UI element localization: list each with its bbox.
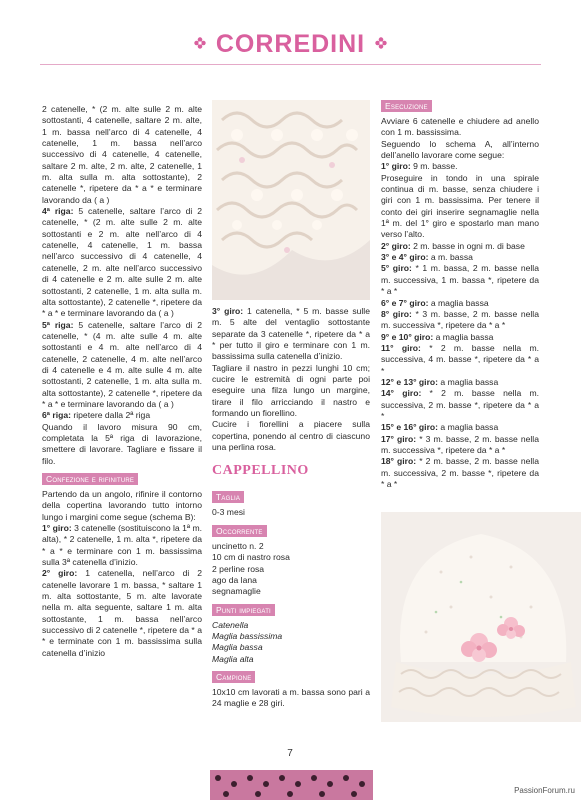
text-paragraph [381, 388, 539, 422]
text-paragraph: 10x10 cm lavorati a m. bassa sono pari a 24 maglie e 28 giri. [212, 686, 370, 709]
text-paragraph [381, 434, 539, 457]
list-item: uncinetto n. 2 [212, 540, 264, 551]
row-text: 9 m. basse. [410, 161, 458, 172]
crochet-pattern-strip [210, 770, 373, 800]
row-text: * 2 m. basse nella m. successiva, 2 m. basse *, ripetere da * a * [381, 388, 539, 421]
section-heading-esecuzione: Esecuzione [381, 100, 432, 112]
text-paragraph: Tagliare il nastro in pezzi lunghi 10 cm; cucire le estremità di ogni parte poi eseguire una filza lungo un margine, tirare il filo arricciando il nastro e formando un fiorellino. [212, 362, 370, 419]
page-title: CORREDINI [215, 30, 366, 58]
row-text: a maglia bassa [433, 331, 494, 342]
blanket-illustration [212, 100, 370, 300]
row-text: * 1 m. bassa, 2 m. basse nella m. successiva, 1 m. bassa *, ripetere da * a * [381, 263, 539, 297]
row-label: 5° giro: [381, 263, 412, 274]
row-label: 6° e 7° giro: [381, 297, 429, 308]
page-header [0, 0, 581, 70]
text-paragraph [381, 456, 539, 490]
text-paragraph [212, 306, 370, 363]
text-paragraph [381, 263, 539, 297]
list-item: Catenella [212, 619, 249, 630]
text-paragraph [381, 377, 539, 388]
row-label: 3° e 4° giro: [381, 252, 429, 263]
row-label: 2° giro: [381, 240, 411, 251]
flower-icon [375, 37, 387, 49]
text-paragraph [381, 422, 539, 433]
row-text: a maglia bassa [438, 422, 499, 433]
list-item: 10 cm di nastro rosa [212, 552, 290, 563]
row-text: 1 catenella, nell’arco di 2 catenelle lavorare 1 m. bassa, * saltare 1 m. alta sottostante, 5 m. alte lavorate nella m. alta seguente, saltare 1 m. alta sottostante, 1 m. bassa nell’arco successivo di 2 catenelle *, ripetere da * a * e terminate con 1 m. bassissima sulla catenella d’inizio [42, 568, 202, 658]
text-paragraph: Cucire i fiorellini a piacere sulla copertina, ponendo al centro di ciascuno una perlina rosa. [212, 419, 370, 453]
header-divider [40, 64, 541, 65]
text-paragraph [42, 523, 202, 568]
list-item: Maglia alta [212, 653, 254, 664]
list-item: Maglia bassissima [212, 630, 283, 641]
text-paragraph: Partendo da un angolo, rifinire il contorno della copertina lavorando tutto intorno lungo i margini come segue (schema B): [42, 489, 202, 522]
row-text: * 2 m. basse, 2 m. basse nella m. successiva, 2 m. basse *, ripetere da * a * [381, 456, 539, 489]
column-middle [212, 306, 370, 710]
list-item: Maglia bassa [212, 642, 263, 653]
row-label: 11° giro: [381, 342, 421, 353]
row-text: 3 catenelle (sostituiscono la 1ª m. alta), * 2 catenelle, 1 m. alta *, ripetere da * a * e terminare con 1 m. bassissima sulla 3ª catenella d’inizio. [42, 523, 202, 568]
row-text: 2 m. basse in ogni m. di base [410, 240, 525, 251]
text-paragraph [42, 206, 202, 319]
row-text: 1 catenella, * 5 m. basse sulle m. 5 alte del ventaglio sottostante separate da 3 catenelle *, ripetere da * a * per tutto il giro e terminare con 1 m. bassissima sulla catenella d’inizio. [212, 306, 370, 362]
text-paragraph [381, 252, 539, 263]
section-title-cappellino: CAPPELLINO [212, 463, 309, 479]
row-label: 2° giro: [42, 568, 78, 579]
list-item: 2 perline rosa [212, 563, 265, 574]
text-paragraph [381, 343, 539, 377]
flower-icon [194, 37, 206, 49]
text-paragraph: Avviare 6 catenelle e chiudere ad anello con 1 m. bassissima. [381, 116, 539, 138]
row-text: a maglia bassa [428, 297, 489, 308]
text-paragraph: 2 catenelle, * (2 m. alte sulle 2 m. alte sottostanti, 4 catenelle, saltare 2 m. alte, 1 m. bassa nell’arco di 4 catenelle, 4 catenelle, 1 m. bassa nell’arco successivo di 4 catenelle, 4 catenelle, saltare 2 m. alte, 2 m. alte, 2 catenelle, 1 m. alta sulla m. alta sottostante), 2 catenelle *, ripetere da * a * e terminare lavorando da ( a ) [42, 104, 202, 205]
row-text: 5 catenelle, saltare l’arco di 2 catenelle, * (2 m. alte sulle 2 m. alte sottostanti e 2 m. alte nell’arco di 4 catenelle, 4 catenelle, 1 m. bassa nell’arco successivo di 4 catenelle, 4 catenelle, 2 m. alte nell’arco successivo di 4 catenelle e 2 m. alte sulle 2 m. alte sottostanti, 2 catenelle, 1 m. alta sulla m. alta sottostante), 2 catenelle *, ripetere da * a * e terminare lavorando da ( a ) [42, 206, 202, 319]
row-label: 17° giro: [381, 433, 417, 444]
section-heading-occorrente: Occorrente [212, 525, 267, 537]
watermark: PassionForum.ru [514, 786, 575, 795]
blanket-photo [212, 100, 370, 300]
text-paragraph [42, 410, 202, 421]
row-text: a maglia bassa [438, 376, 499, 387]
section-heading-punti: Punti impiegati [212, 604, 275, 616]
hat-photo [381, 512, 581, 722]
column-right [381, 100, 539, 490]
column-left [42, 104, 202, 659]
row-label: 12° e 13° giro: [381, 376, 439, 387]
row-label: 1° giro: [381, 161, 411, 172]
text-paragraph: Quando il lavoro misura 90 cm, completata la 5ª riga di lavorazione, smettere di lavorare. Tagliare e fissare il filo. [42, 421, 202, 466]
row-label: 5ª riga: [42, 319, 74, 330]
text-paragraph [42, 568, 202, 659]
text-paragraph [381, 332, 539, 343]
row-text: * 2 m. basse nella m. successiva, 4 m. basse *, ripetere da * a * [381, 342, 539, 376]
row-label: 4ª riga: [42, 206, 74, 217]
row-text: * 3 m. basse, 2 m. basse nella m. successiva *, ripetere da * a * [381, 308, 539, 331]
text-paragraph [381, 241, 539, 252]
page-number: 7 [287, 748, 293, 759]
row-label: 3° giro: [212, 306, 244, 316]
size-value: 0-3 mesi [212, 507, 245, 518]
row-label: 6ª riga: [42, 410, 71, 421]
list-item: ago da lana [212, 574, 257, 585]
hat-illustration [381, 512, 581, 722]
text-paragraph [42, 320, 202, 411]
text-paragraph [381, 298, 539, 309]
page-title-row [0, 30, 581, 59]
row-label: 14° giro: [381, 388, 422, 399]
row-text: ripetere dalla 2ª riga [70, 410, 151, 421]
row-label: 18° giro: [381, 456, 417, 467]
row-label: 9° e 10° giro: [381, 331, 434, 342]
row-label: 15° e 16° giro: [381, 422, 439, 433]
text-paragraph [381, 309, 539, 332]
section-heading-taglia: Taglia [212, 491, 244, 503]
list-item: segnamaglie [212, 586, 261, 597]
section-heading-campione: Campione [212, 671, 255, 683]
text-paragraph [381, 161, 539, 172]
row-label: 1° giro: [42, 523, 72, 534]
text-paragraph: Proseguire in tondo in una spirale continua di m. basse, senza chiudere i giri con 1 m. bassissima. Per tenere il conto dei giri inserire segnamaglie nella 1ª m. del 1° giro e spostarlo man mano verso l’alto. [381, 172, 539, 240]
row-text: * 3 m. basse, 2 m. basse nella m. successiva *, ripetere da * a * [381, 433, 539, 455]
row-text: 5 catenelle, saltare l’arco di 2 catenelle, * (4 m. alte sulle 4 m. alte sottostanti e 4 m. alte nell’arco di 4 catenelle, 2 catenelle, 4 m. alte nell’arco di 4 catenelle e 4 m. alte sulle 4 m. alte sottostanti, 2 catenelle, 1 m. alta sulla m. alta sottostante), 2 catenelle *, ripetere da * a * e terminare lavorando da ( a ) [42, 319, 202, 409]
row-text: a m. bassa [428, 252, 473, 263]
text-paragraph: Seguendo lo schema A, all’interno dell’anello lavorare come segue: [381, 138, 539, 161]
decorative-strip [210, 770, 373, 800]
section-heading-confezione: Confezione e rifiniture [42, 473, 138, 485]
row-label: 8° giro: [381, 308, 412, 319]
